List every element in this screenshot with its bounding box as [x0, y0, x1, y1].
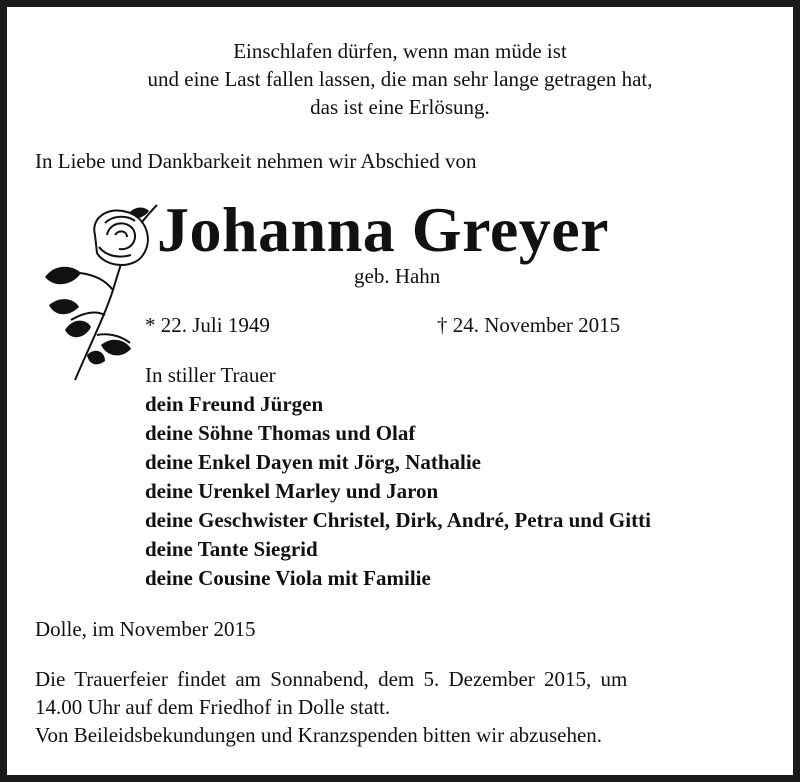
place-date: Dolle, im November 2015	[35, 617, 256, 641]
funeral-info-line-1: Die Trauerfeier findet am Sonnabend, dem 5. Dezember 2015, um	[35, 667, 628, 691]
mourner-line: deine Urenkel Marley und Jaron	[145, 479, 439, 503]
poem-line-3: das ist eine Erlösung.	[310, 95, 490, 119]
birth-date: * 22. Juli 1949	[145, 313, 270, 337]
death-date: † 24. November 2015	[437, 313, 621, 337]
mourner-line: deine Enkel Dayen mit Jörg, Nathalie	[145, 450, 481, 474]
poem-line-1: Einschlafen dürfen, wenn man müde ist	[233, 39, 567, 63]
funeral-info-line-3: Von Beileidsbekundungen und Kranzspenden bitten wir abzusehen.	[35, 723, 603, 747]
intro-text: In Liebe und Dankbarkeit nehmen wir Abschied von	[35, 149, 477, 173]
rose-icon	[35, 195, 175, 385]
mourner-line: dein Freund Jürgen	[145, 392, 324, 416]
funeral-info-line-2: 14.00 Uhr auf dem Friedhof in Dolle statt.	[35, 695, 391, 719]
poem-line-2: und eine Last fallen lassen, die man sehr lange getragen hat,	[147, 67, 653, 91]
maiden-name: geb. Hahn	[354, 264, 441, 288]
deceased-name: Johanna Greyer	[157, 194, 610, 265]
mourner-line: deine Tante Siegrid	[145, 537, 318, 561]
mourners-heading: In stiller Trauer	[145, 363, 276, 387]
mourner-line: deine Söhne Thomas und Olaf	[145, 421, 416, 445]
mourner-line: deine Geschwister Christel, Dirk, André, Petra und Gitti	[145, 508, 651, 532]
mourner-line: deine Cousine Viola mit Familie	[145, 566, 431, 590]
